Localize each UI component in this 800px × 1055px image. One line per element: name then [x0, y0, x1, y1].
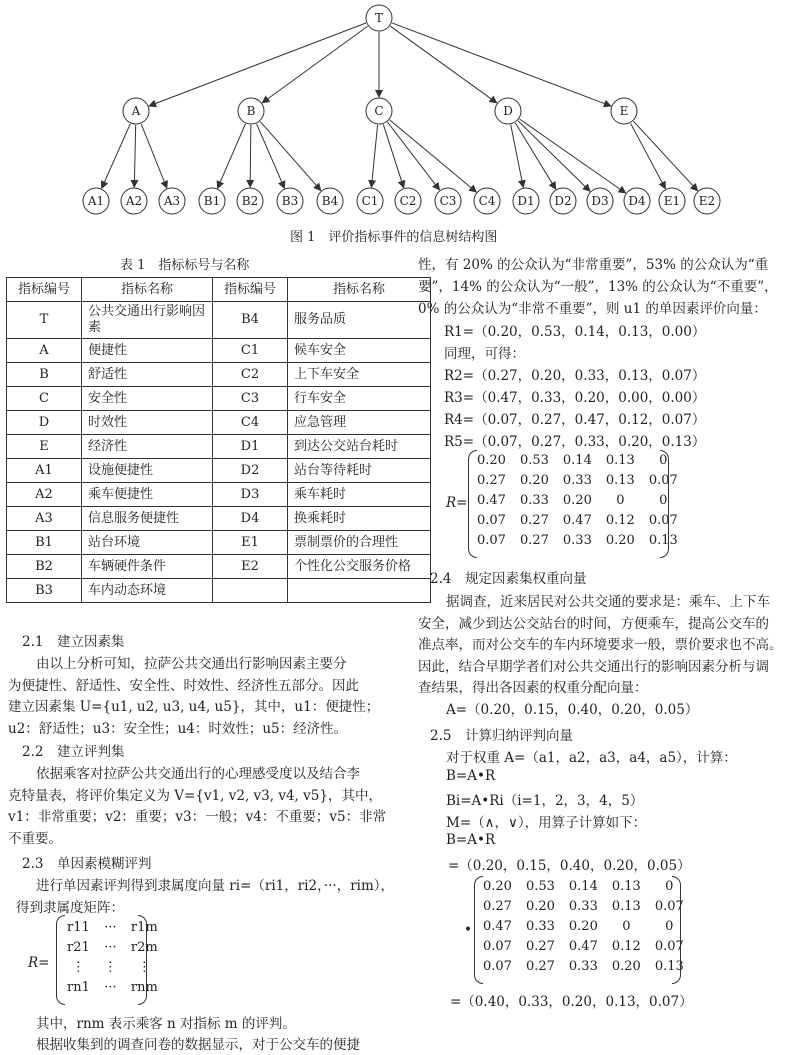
- svg-text:A1: A1: [87, 194, 105, 208]
- section-2-1-title: 2.1 建立因素集: [22, 634, 125, 650]
- svg-text:A: A: [131, 104, 141, 118]
- tree-edge: [250, 125, 251, 187]
- tree-node-D: [495, 98, 521, 124]
- tree-node-B: [238, 98, 264, 124]
- table-cell: B2: [7, 555, 82, 579]
- r-matrix-2-cell: 0.20: [611, 958, 641, 974]
- svg-text:D3: D3: [591, 194, 609, 208]
- r-matrix-cell: 0: [616, 492, 625, 508]
- r-matrix-2-cell: 0.13: [611, 878, 641, 894]
- tree-edge: [633, 121, 697, 190]
- text-line: R4=（0.07，0.27，0.47，0.12，0.07）: [444, 412, 706, 428]
- tree-edge: [383, 124, 403, 187]
- table-header-cell: 指标名称: [82, 278, 213, 302]
- r-matrix-2-cell: 0.33: [568, 958, 598, 974]
- tree-edge: [218, 124, 246, 188]
- tree-edge: [518, 121, 590, 191]
- text-line: R1=（0.20，0.53，0.14，0.13，0.00）: [444, 324, 706, 340]
- r-matrix-cell: 0.53: [519, 452, 549, 468]
- table-cell: A1: [7, 459, 82, 483]
- table-cell: E: [7, 435, 82, 459]
- table-cell: 站台等待耗时: [288, 459, 431, 483]
- text-line: 据调查，近来居民对公共交通的要求是：乘车、上下车: [446, 594, 770, 610]
- r-matrix-cell: 0.13: [648, 532, 678, 548]
- tree-node-B1: [199, 188, 225, 214]
- r-matrix-cell: 0.33: [562, 472, 592, 488]
- matrix-r-general-cell: r21: [67, 939, 90, 955]
- table-cell: B: [7, 363, 82, 387]
- table-cell: 服务品质: [288, 302, 431, 339]
- tree-node-C3: [435, 188, 461, 214]
- text-line: u2：舒适性；u3：安全性；u4：时效性；u5：经济性。: [8, 720, 348, 737]
- text-line: 同理，可得：: [444, 346, 525, 362]
- svg-text:D4: D4: [628, 194, 646, 208]
- matrix-r-general: [60, 917, 165, 997]
- r-matrix-cell: 0.07: [477, 532, 506, 548]
- r-matrix-cell: 0.12: [605, 512, 635, 528]
- svg-text:B1: B1: [203, 194, 221, 208]
- matrix-r-general-cell: r2m: [130, 939, 158, 955]
- r-matrix-cell: 0.33: [519, 492, 549, 508]
- svg-text:B2: B2: [241, 194, 259, 208]
- r-matrix-row: [470, 510, 685, 530]
- svg-text:D: D: [503, 104, 513, 118]
- table-row: [7, 483, 431, 507]
- tree-edge: [631, 123, 666, 188]
- table-header-cell: 指标名称: [288, 278, 431, 302]
- tree-node-D4: [624, 188, 650, 214]
- r-matrix-label: R=: [446, 495, 468, 511]
- table-row: [7, 411, 431, 435]
- tree-node-D3: [587, 188, 613, 214]
- table-cell: 候车安全: [288, 339, 431, 363]
- svg-text:C3: C3: [439, 194, 457, 208]
- tree-node-C2: [395, 188, 421, 214]
- table-cell: [288, 579, 431, 603]
- table-cell: 便捷性: [82, 339, 213, 363]
- text-line: R3=（0.47，0.33，0.20，0.00，0.00）: [444, 390, 706, 406]
- tree-node-B3: [277, 188, 303, 214]
- r-matrix-cell: 0.07: [648, 472, 678, 488]
- r-matrix-cell: 0.47: [562, 512, 592, 528]
- r-matrix-row: [470, 470, 685, 490]
- table-cell: 设施便捷性: [82, 459, 213, 483]
- svg-text:B3: B3: [281, 194, 299, 208]
- text-line: M=（∧，∨），用算子计算如下：: [446, 814, 647, 831]
- r-matrix-2-cell: 0.27: [525, 938, 555, 954]
- svg-text:C: C: [374, 104, 384, 118]
- table-cell: 车内动态环境: [82, 579, 213, 603]
- text-line: 要”，14% 的公众认为“一般”，13% 的公众认为“不重要”，: [418, 279, 778, 295]
- tree-node-A1: [83, 188, 109, 214]
- table-row: [7, 579, 431, 603]
- table-cell: 应急管理: [288, 411, 431, 435]
- table-header-cell: 指标编号: [213, 278, 288, 302]
- svg-text:A2: A2: [125, 194, 143, 208]
- table-caption: 表 1 指标标号与名称: [120, 258, 250, 273]
- table-cell: C4: [213, 411, 288, 435]
- table-row: [7, 459, 431, 483]
- r-matrix-2-cell: 0: [622, 918, 631, 934]
- table-cell: D2: [213, 459, 288, 483]
- table-cell: E1: [213, 531, 288, 555]
- table-cell: C3: [213, 387, 288, 411]
- tree-node-B2: [237, 188, 263, 214]
- r-matrix-2-row: [476, 896, 691, 916]
- table-row: [7, 555, 431, 579]
- table-cell: [213, 579, 288, 603]
- table-cell: D3: [213, 483, 288, 507]
- table-row: [7, 339, 431, 363]
- svg-text:T: T: [374, 11, 384, 25]
- matrix-r-label: R=: [28, 955, 50, 971]
- tree-edge: [149, 23, 366, 106]
- r-matrix-cell: 0.13: [605, 472, 635, 488]
- r-matrix-2-cell: 0.07: [654, 898, 684, 914]
- text-line: 根据收集到的调查问卷的数据显示，对于公交车的便捷: [36, 1037, 360, 1053]
- svg-text:D1: D1: [517, 194, 535, 208]
- table-cell: B3: [7, 579, 82, 603]
- r-matrix-2-cell: 0.07: [483, 938, 512, 954]
- tree-node-A2: [121, 188, 147, 214]
- r-matrix: [470, 450, 685, 550]
- text-line: R5=（0.07，0.27，0.33，0.20，0.13）: [444, 434, 706, 450]
- table-cell: 乘车耗时: [288, 483, 431, 507]
- tree-edge: [102, 124, 131, 188]
- r-matrix-2-cell: 0.20: [483, 878, 512, 894]
- tree-node-A: [123, 98, 149, 124]
- table-row: [7, 531, 431, 555]
- r-matrix-2-right-bracket: [672, 876, 681, 984]
- result-vector: =（0.40，0.33，0.20，0.13，0.07）: [450, 994, 693, 1010]
- r-matrix-2-row: [476, 956, 691, 976]
- r-matrix-row: [470, 450, 685, 470]
- r-matrix-2-cell: 0.07: [483, 958, 512, 974]
- r-matrix-2-cell: 0.33: [568, 898, 598, 914]
- table-cell: 站台环境: [82, 531, 213, 555]
- r-matrix-cell: 0: [659, 492, 668, 508]
- table-cell: D1: [213, 435, 288, 459]
- text-line: 0% 的公众认为“非常不重要”，则 u1 的单因素评价向量：: [418, 301, 767, 317]
- table-cell: 行车安全: [288, 387, 431, 411]
- tree-edge: [511, 125, 524, 188]
- text-line: 查结果，得出各因素的权重分配向量：: [418, 680, 648, 696]
- table-header-row: [7, 278, 431, 302]
- figure-caption: 图 1 评价指标事件的信息树结构图: [290, 230, 498, 245]
- r-matrix-cell: 0.27: [519, 532, 549, 548]
- text-line: 由以上分析可知，拉萨公共交通出行影响因素主要分: [36, 656, 347, 672]
- r-matrix-2-cell: 0.53: [525, 878, 555, 894]
- table-cell: 到达公交站台耗时: [288, 435, 431, 459]
- table-cell: 舒适性: [82, 363, 213, 387]
- matrix-r-general-cell: ⋮: [137, 959, 151, 975]
- r-matrix-2: [476, 876, 691, 976]
- matrix-r-general-cell: ···: [104, 919, 117, 935]
- r-matrix-cell: 0.20: [562, 492, 592, 508]
- r-matrix-cell: 0.27: [477, 472, 506, 488]
- multiply-dot: •: [464, 922, 472, 938]
- r-matrix-cell: 0.33: [562, 532, 592, 548]
- text-line: v1：非常重要；v2：重要；v3：一般；v4：不重要；v5：非常: [8, 809, 387, 825]
- r-matrix-2-cell: 0: [665, 918, 674, 934]
- table-cell: B4: [213, 302, 288, 339]
- text-line: 为便捷性、舒适性、安全性、时效性、经济性五部分。因此: [8, 677, 359, 694]
- table-cell: 票制票价的合理性: [288, 531, 431, 555]
- text-line: A=（0.20，0.15，0.40，0.20，0.05）: [446, 701, 699, 718]
- section-2-4-title: 2.4 规定因素集权重向量: [430, 571, 587, 587]
- svg-text:E: E: [619, 104, 629, 118]
- r-matrix-2-cell: 0.14: [568, 878, 598, 894]
- table-cell: D: [7, 411, 82, 435]
- r-matrix-2-cell: 0.47: [568, 938, 598, 954]
- r-matrix-right-bracket: [660, 450, 669, 558]
- text-line: Bi=A•Ri（i=1，2，3，4，5）: [446, 793, 644, 809]
- text-line: 克特量表，将评价集定义为 V={v1, v2, v3, v4, v5}，其中，: [8, 787, 382, 804]
- tree-edge: [141, 124, 167, 188]
- r-matrix-2-cell: 0.27: [525, 958, 555, 974]
- table-cell: B1: [7, 531, 82, 555]
- svg-text:C2: C2: [399, 194, 417, 208]
- r-matrix-cell: 0.20: [477, 452, 506, 468]
- r-matrix-2-cell: 0.07: [654, 938, 684, 954]
- tree-diagram: [0, 0, 800, 225]
- text-line: B=A•R: [446, 767, 496, 784]
- table-row: [7, 387, 431, 411]
- tree-edge: [388, 122, 440, 190]
- r-matrix-2-cell: 0.12: [611, 938, 641, 954]
- matrix-r-general-row: [60, 977, 165, 997]
- tree-node-A3: [159, 188, 185, 214]
- r-matrix-2-row: [476, 916, 691, 936]
- svg-text:B: B: [246, 104, 256, 118]
- r-matrix-cell: 0.07: [648, 512, 678, 528]
- r-matrix-2-cell: 0.27: [483, 898, 512, 914]
- section-2-2-title: 2.2 建立评判集: [22, 744, 125, 760]
- tree-edge: [392, 23, 611, 106]
- r-matrix-cell: 0.14: [562, 452, 592, 468]
- table-row: [7, 363, 431, 387]
- tree-edge: [262, 26, 367, 103]
- table-cell: 信息服务便捷性: [82, 507, 213, 531]
- table-header-cell: 指标编号: [7, 278, 82, 302]
- matrix-r-right-bracket: [138, 915, 147, 1005]
- svg-text:D2: D2: [554, 194, 572, 208]
- table-cell: D4: [213, 507, 288, 531]
- text-line: 因此，结合早期学者们对公共交通出行的影响因素分析与调: [418, 658, 769, 675]
- tree-node-C4: [474, 188, 500, 214]
- table-cell: 个性化公交服务价格: [288, 555, 431, 579]
- matrix-r-general-cell: ⋮: [103, 959, 117, 975]
- tree-node-root: [366, 5, 392, 31]
- tree-node-C: [366, 98, 392, 124]
- r-matrix-cell: 0.27: [519, 512, 549, 528]
- text-line: 依据乘客对拉萨公共交通出行的心理感受度以及结合李: [36, 766, 360, 782]
- text-line: 建立因素集 U={u1, u2, u3, u4, u5}，其中，u1：便捷性；: [8, 699, 380, 715]
- index-table: [6, 277, 431, 603]
- svg-text:E1: E1: [663, 194, 681, 208]
- table-cell: 上下车安全: [288, 363, 431, 387]
- text-line: R2=（0.27，0.20，0.33，0.13，0.07）: [444, 368, 706, 384]
- r-matrix-cell: 0.20: [519, 472, 549, 488]
- r-matrix-cell: 0.20: [605, 532, 635, 548]
- text-line: B=A•R: [446, 832, 496, 848]
- tree-node-B4: [317, 188, 343, 214]
- table-cell: E2: [213, 555, 288, 579]
- table-cell: A: [7, 339, 82, 363]
- table-row: [7, 302, 431, 339]
- text-line: 性，有 20% 的公众认为“非常重要”，53% 的公众认为“重: [418, 257, 769, 273]
- table-cell: A3: [7, 507, 82, 531]
- table-cell: C1: [213, 339, 288, 363]
- svg-text:C4: C4: [478, 194, 496, 208]
- table-cell: 乘车便捷性: [82, 483, 213, 507]
- r-matrix-cell: 0.07: [477, 512, 506, 528]
- tree-edge: [134, 125, 135, 187]
- tree-node-E2: [694, 188, 720, 214]
- tree-edge: [371, 125, 377, 187]
- table-cell: 安全性: [82, 387, 213, 411]
- section-2-3-title: 2.3 单因素模糊评判: [22, 856, 152, 872]
- table-cell: T: [7, 302, 82, 339]
- matrix-r-general-row: [60, 957, 165, 977]
- matrix-r-general-cell: r1m: [130, 919, 158, 935]
- tree-node-C1: [357, 188, 383, 214]
- text-line: 进行单因素评判得到隶属度向量 ri=（ri1，ri2，···，rim），: [36, 878, 395, 894]
- table-cell: C: [7, 387, 82, 411]
- text-line: =（0.20，0.15，0.40，0.20，0.05）: [448, 857, 691, 874]
- tree-node-D2: [550, 188, 576, 214]
- r-matrix-2-cell: 0.13: [611, 898, 641, 914]
- tree-node-E: [611, 98, 637, 124]
- r-matrix-cell: 0.13: [605, 452, 635, 468]
- text-line: 不重要。: [8, 830, 62, 847]
- section-2-5-title: 2.5 计算归纳评判向量: [430, 728, 573, 744]
- table-cell: C2: [213, 363, 288, 387]
- matrix-r-general-cell: rn1: [67, 979, 90, 995]
- r-matrix-row: [470, 490, 685, 510]
- r-matrix-2-row: [476, 876, 691, 896]
- matrix-r-general-cell: r11: [67, 919, 90, 935]
- r-matrix-2-cell: 0.20: [525, 898, 555, 914]
- r-matrix-2-cell: 0: [665, 878, 674, 894]
- matrix-r-general-cell: ···: [104, 979, 117, 995]
- text-line: 得到隶属度矩阵：: [16, 899, 124, 916]
- r-matrix-2-row: [476, 936, 691, 956]
- table-row: [7, 507, 431, 531]
- table-cell: 公共交通出行影响因素: [82, 302, 213, 339]
- text-line: 对于权重 A=（a1，a2，a3，a4，a5），计算：: [446, 750, 737, 766]
- text-line: 安全，减少到达公交站台的时间，方便乘车，提高公交车的: [418, 615, 769, 632]
- tree-edge: [260, 122, 321, 191]
- table-cell: 车辆硬件条件: [82, 555, 213, 579]
- r-matrix-2-cell: 0.20: [568, 918, 598, 934]
- table-cell: A2: [7, 483, 82, 507]
- r-matrix-2-cell: 0.47: [483, 918, 512, 934]
- matrix-r-general-cell: rnm: [130, 979, 158, 995]
- svg-text:E2: E2: [698, 194, 716, 208]
- matrix-r-general-row: [60, 917, 165, 937]
- matrix-r-general-row: [60, 937, 165, 957]
- matrix-r-general-cell: ⋮: [71, 959, 85, 975]
- text-line: 其中，rnm 表示乘客 n 对指标 m 的评判。: [36, 1016, 296, 1032]
- r-matrix-2-cell: 0.13: [654, 958, 684, 974]
- text-line: 准点率，而对公交车的车内环境要求一般，票价要求也不高。: [418, 637, 783, 653]
- table-cell: 换乘耗时: [288, 507, 431, 531]
- table-cell: 经济性: [82, 435, 213, 459]
- svg-text:C1: C1: [361, 194, 379, 208]
- r-matrix-row: [470, 530, 685, 550]
- r-matrix-cell: 0.47: [477, 492, 506, 508]
- r-matrix-2-cell: 0.33: [525, 918, 555, 934]
- matrix-r-general-cell: ···: [104, 939, 117, 955]
- svg-text:A3: A3: [163, 194, 181, 208]
- svg-text:B4: B4: [321, 194, 339, 208]
- tree-node-D1: [513, 188, 539, 214]
- tree-node-E1: [659, 188, 685, 214]
- table-cell: 时效性: [82, 411, 213, 435]
- tree-edge: [390, 26, 496, 103]
- table-row: [7, 435, 431, 459]
- r-matrix-cell: 0: [659, 452, 668, 468]
